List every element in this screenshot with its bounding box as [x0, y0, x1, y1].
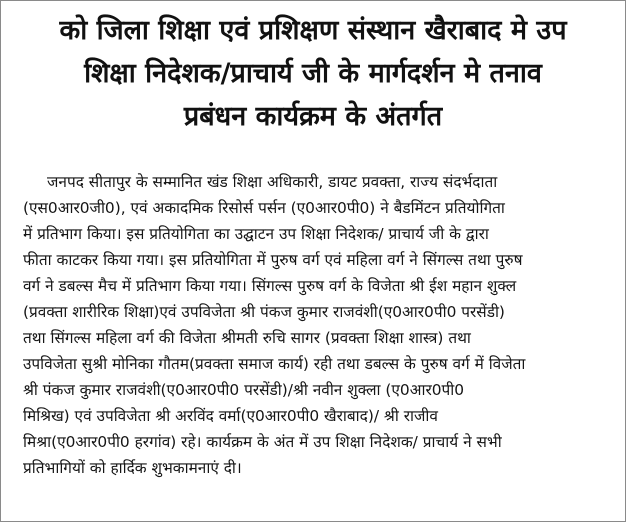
headline-line: शिक्षा निदेशक/प्राचार्य जी के मार्गदर्शन मे तनाव: [84, 58, 542, 89]
body-line: फीता काटकर किया गया। इस प्रतियोगिता में पुरुष वर्ग एवं महिला वर्ग ने सिंगल्स तथा पुरुष: [23, 251, 523, 269]
headline-line: प्रबंधन कार्यक्रम के अंतर्गत: [183, 101, 443, 132]
article-body: [23, 169, 611, 481]
body-line: मिश्रिख) एवं उपविजेता श्री अरविंद वर्मा(ए0आर0पी0 खैराबाद)/ श्री राजीव: [23, 407, 438, 425]
body-line: मिश्रा(ए0आर0पी0 हरगांव) रहे। कार्यक्रम के अंत में उप शिक्षा निदेशक/ प्राचार्य ने सभी: [23, 433, 502, 451]
body-line: में प्रतिभाग किया। इस प्रतियोगिता का उद्घाटन उप शिक्षा निदेशक/ प्राचार्य जी के द्वारा: [23, 225, 489, 243]
body-line: उपविजेता सुश्री मोनिका गौतम(प्रवक्ता समाज कार्य) रही तथा डबल्स के पुरुष वर्ग में विजेता: [23, 355, 526, 373]
body-line: वर्ग ने डबल्स मैच में प्रतिभाग किया गया। सिंगल्स पुरुष वर्ग के विजेता श्री ईश महान शुक्ल: [23, 277, 517, 295]
body-line: प्रतिभागियों को हार्दिक शुभकामनाएं दी।: [23, 459, 242, 477]
headline-line: को जिला शिक्षा एवं प्रशिक्षण संस्थान खैराबाद मे उप: [59, 15, 567, 46]
body-line: श्री पंकज कुमार राजवंशी(ए0आर0पी0 परसेंडी)/श्री नवीन शुक्ला (ए0आर0पी0: [23, 381, 465, 399]
body-line: तथा सिंगल्स महिला वर्ग की विजेता श्रीमती रुचि सागर (प्रवक्ता शिक्षा शास्त्र) तथा: [23, 329, 471, 347]
body-line: (एस0आर0जी0), एवं अकादमिक रिसोर्स पर्सन (ए0आर0पी0) ने बैडमिंटन प्रतियोगिता: [23, 199, 505, 217]
headline: [11, 9, 615, 138]
body-line: जनपद सीतापुर के सम्मानित खंड शिक्षा अधिकारी, डायट प्रवक्ता, राज्य संदर्भदाता: [47, 173, 498, 191]
body-line: (प्रवक्ता शारीरिक शिक्षा)एवं उपविजेता श्री पंकज कुमार राजवंशी(ए0आर0पी0 परसेंडी): [23, 303, 505, 321]
